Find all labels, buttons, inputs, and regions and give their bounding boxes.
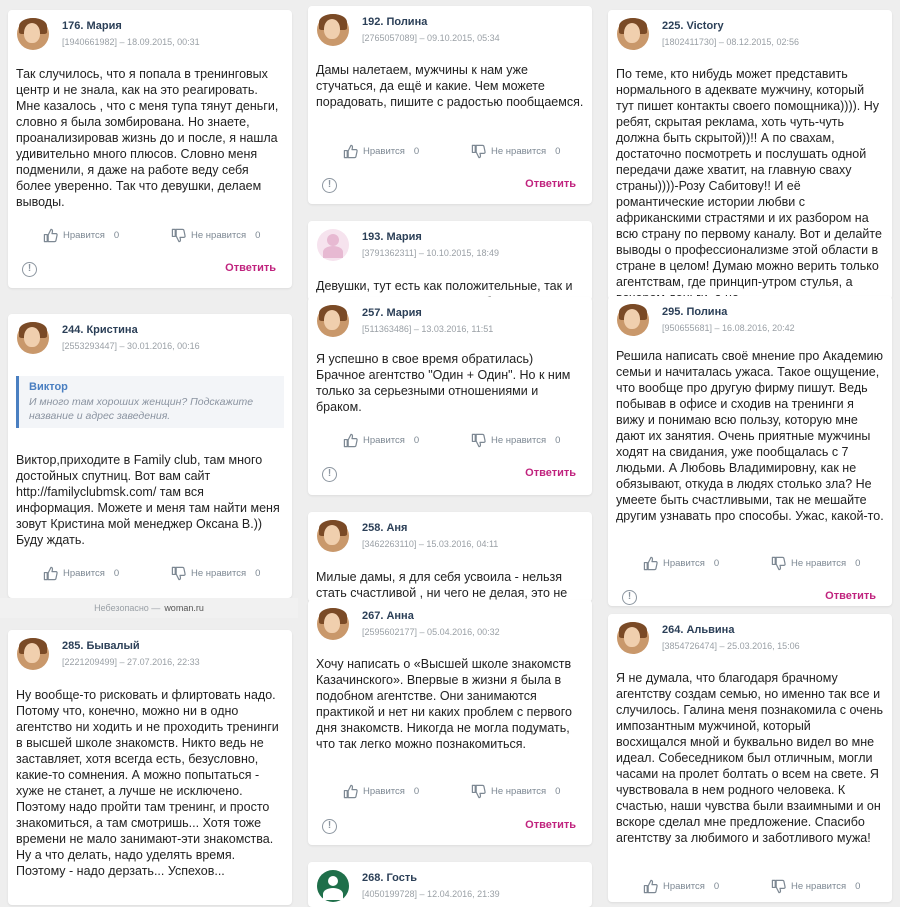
dislike-label: Не нравится <box>791 557 847 569</box>
comment-header <box>17 322 284 358</box>
comment-meta: [950655681] – 16.08.2016, 20:42 <box>662 323 795 333</box>
thumbs-down-icon <box>471 433 486 448</box>
avatar[interactable] <box>617 304 649 336</box>
comment-text: Решила написать своё мнение про Академию семьи и начиталась ужаса. Такое ощущение, что вообще про другую фирму пишут. Ведь побывав в офисе и сходив на тренинги я вижу и понимаю всю пользу, которую мне дают их занятия. Очень приятные мужчины ходят на свидания, уже пообщалась с 7 людьми. А Любовь Владимировну, как не обязывают, откуда в людях столько зла? Не умеете быть счастливыми, так не мешайте другим узнавать про способы. Ужас, какой-то. <box>616 349 884 523</box>
comment-meta: [3791362311] – 10.10.2015, 18:49 <box>362 248 499 258</box>
avatar[interactable] <box>317 870 349 902</box>
thumbs-up-icon <box>43 228 58 243</box>
like-button[interactable] <box>343 142 419 160</box>
dislike-count: 0 <box>255 567 261 579</box>
like-button[interactable] <box>343 431 419 449</box>
comment-card-193 <box>308 221 592 301</box>
comment-header <box>317 608 584 644</box>
comment-text: Виктор,приходите в Family club, там много достойных спутниц. Вот вам сайт http://familyclubmsk.com/ там вся информация. Можете и меня там найти меня зовут Кристина мой менеджер Оксана В.)) Буду ждать. <box>16 453 280 547</box>
browser-address-bar[interactable] <box>0 598 298 618</box>
like-button[interactable] <box>643 877 719 895</box>
like-button[interactable] <box>43 564 119 582</box>
comment-text: Дамы налетаем, мужчины к нам уже стучаться, да ещё и какие. Чем можете порадовать, пишите с радостью пообщаемся. <box>316 63 584 109</box>
comment-meta: [1802411730] – 08.12.2015, 02:56 <box>662 37 799 47</box>
thumbs-down-icon <box>171 228 186 243</box>
comment-footer <box>308 819 592 839</box>
author-name[interactable]: 295. Полина <box>662 306 728 318</box>
author-name[interactable]: 264. Альвина <box>662 624 735 636</box>
dislike-label: Не нравится <box>491 145 547 157</box>
comment-header <box>317 305 584 341</box>
comment-card-268 <box>308 862 592 907</box>
thumbs-up-icon <box>343 144 358 159</box>
dislike-count: 0 <box>555 785 561 797</box>
comment-meta: [2221209499] – 27.07.2016, 22:33 <box>62 657 200 667</box>
dislike-button[interactable] <box>771 877 860 895</box>
like-label: Нравится <box>663 557 705 569</box>
like-count: 0 <box>713 880 720 892</box>
dislike-label: Не нравится <box>191 229 247 241</box>
author-name[interactable]: 193. Мария <box>362 231 422 243</box>
avatar[interactable] <box>317 229 349 261</box>
dislike-button[interactable] <box>471 431 560 449</box>
dislike-count: 0 <box>255 229 261 241</box>
comment-card-264 <box>608 614 892 902</box>
report-icon[interactable]: ! <box>322 467 337 482</box>
quote-author[interactable]: Виктор <box>29 381 68 393</box>
comment-header <box>17 638 284 674</box>
comment-meta: [4050199728] – 12.04.2016, 21:39 <box>362 889 500 899</box>
author-name[interactable]: 192. Полина <box>362 16 428 28</box>
like-label: Нравится <box>363 785 405 797</box>
comment-card-258 <box>308 512 592 602</box>
comment-header <box>317 870 584 906</box>
reply-button[interactable]: Ответить <box>225 262 276 274</box>
comment-header <box>317 229 584 265</box>
insecure-label: Небезопасно — <box>94 603 161 613</box>
comment-card-192 <box>308 6 592 204</box>
dislike-button[interactable] <box>171 226 260 244</box>
comment-card-285 <box>8 630 292 905</box>
author-name[interactable]: 285. Бывалый <box>62 640 140 652</box>
like-count: 0 <box>113 567 120 579</box>
thumbs-down-icon <box>771 879 786 894</box>
comment-text: Так случилось, что я попала в тренинговых центр и не знала, как на это реагировать. Мне казалось , что с меня тупа тянут деньги, словно я была зомбирована. Но знаете, проанализировав жизнь до и после, я нашла удивительно много плюсов. Словно меня подменили, я даже на работе веду себя более уверенно. Так что девушки, делаем выводы. <box>16 67 279 209</box>
site-domain: woman.ru <box>164 603 204 613</box>
thumbs-up-icon <box>343 433 358 448</box>
like-label: Нравится <box>63 567 105 579</box>
dislike-count: 0 <box>555 145 561 157</box>
report-icon[interactable]: ! <box>322 178 337 193</box>
author-name[interactable]: 225. Victory <box>662 20 724 32</box>
comment-text: Милые дамы, я для себя усвоила - нельзя стать счастливой , ни чего не делая, это не <box>316 570 568 600</box>
comment-header <box>17 18 284 54</box>
reaction-bar <box>308 431 592 451</box>
avatar[interactable] <box>317 520 349 552</box>
like-count: 0 <box>413 145 420 157</box>
dislike-label: Не нравится <box>191 567 247 579</box>
reply-button[interactable]: Ответить <box>525 178 576 190</box>
reaction-bar <box>8 226 292 246</box>
comment-meta: [2595602177] – 05.04.2016, 00:32 <box>362 627 500 637</box>
comment-footer <box>608 590 892 610</box>
comment-footer <box>308 178 592 198</box>
comment-card-267 <box>308 600 592 845</box>
report-icon[interactable]: ! <box>22 262 37 277</box>
comment-header <box>317 14 584 50</box>
dislike-count: 0 <box>555 434 561 446</box>
thumbs-up-icon <box>343 784 358 799</box>
like-count: 0 <box>413 785 420 797</box>
like-button[interactable] <box>643 554 719 572</box>
thumbs-up-icon <box>643 879 658 894</box>
reaction-bar <box>308 142 592 162</box>
author-name[interactable]: 176. Мария <box>62 20 122 32</box>
comment-meta: [511363486] – 13.03.2016, 11:51 <box>362 324 494 334</box>
reaction-bar <box>608 554 892 574</box>
dislike-label: Не нравится <box>491 785 547 797</box>
like-count: 0 <box>413 434 420 446</box>
avatar[interactable] <box>17 18 49 50</box>
comment-header <box>617 622 884 658</box>
dislike-label: Не нравится <box>491 434 547 446</box>
comment-card-225 <box>608 10 892 300</box>
comment-footer <box>8 262 292 282</box>
comment-meta: [1940661982] – 18.09.2015, 00:31 <box>62 37 200 47</box>
dislike-count: 0 <box>855 557 861 569</box>
like-button[interactable] <box>43 226 119 244</box>
reply-button[interactable]: Ответить <box>525 467 576 479</box>
reaction-bar <box>8 564 292 584</box>
dislike-button[interactable] <box>471 142 560 160</box>
comment-header <box>317 520 584 556</box>
avatar[interactable] <box>317 14 349 46</box>
like-label: Нравится <box>363 434 405 446</box>
like-label: Нравится <box>363 145 405 157</box>
quote-text: И много там хороших женщин? Подскажите название и адрес заведения. <box>29 396 254 422</box>
avatar[interactable] <box>317 305 349 337</box>
comment-text: Девушки, тут есть как положительные, так и <box>316 279 573 293</box>
reaction-bar <box>308 782 592 802</box>
comment-header <box>617 304 884 340</box>
comment-text: Я не думала, что благодаря брачному агентству создам семью, но именно так все и случилось. Галина меня познакомила с очень импозантным мужчиной, который восхищался мной и буквально видел во мне идеал. Собеседником был отличным, могли часами на пролет болтать о всем на свете. Я чувствовала в нем родного человека. К счастью, наши чувства были взаимными и он вскоре сделал мне предложение. Спасибо агентству за любимого и заботливого мужа! <box>616 671 883 845</box>
like-count: 0 <box>713 557 720 569</box>
comment-footer <box>308 467 592 487</box>
report-icon[interactable]: ! <box>322 819 337 834</box>
author-name[interactable]: 258. Аня <box>362 522 408 534</box>
avatar[interactable] <box>17 322 49 354</box>
avatar[interactable] <box>617 622 649 654</box>
avatar[interactable] <box>317 608 349 640</box>
comment-meta: [2553293447] – 30.01.2016, 00:16 <box>62 341 200 351</box>
reply-button[interactable]: Ответить <box>825 590 876 602</box>
thumbs-down-icon <box>171 566 186 581</box>
comment-text: Ну вообще-то рисковать и флиртовать надо. Потому что, конечно, можно ни в одно агентство ни ходить и не проходить тренинги в высшей школе знакомств. Никто ведь не заставляет, хотя всегда есть, безусловно, какие-то сомнения. А можно попытаться - хуже не станет, а лучше не исключено. Поэтому надо пройти там тренинг, и просто знакомиться, а там смотришь... Хотя тоже времени не мало занимают-эти знакомства. Ну а что делать, надо уделять время. Поэтому - надо дерзать... Успехов... <box>16 688 279 878</box>
comment-card-295 <box>608 296 892 606</box>
dislike-button[interactable] <box>171 564 260 582</box>
report-icon[interactable]: ! <box>622 590 637 605</box>
thumbs-up-icon <box>43 566 58 581</box>
avatar[interactable] <box>17 638 49 670</box>
avatar[interactable] <box>617 18 649 50</box>
comment-card-176 <box>8 10 292 288</box>
quoted-reply <box>16 376 284 428</box>
dislike-button[interactable] <box>471 782 560 800</box>
comment-card-257 <box>308 297 592 495</box>
like-label: Нравится <box>663 880 705 892</box>
like-count: 0 <box>113 229 120 241</box>
comment-text: Хочу написать о «Высшей школе знакомств Казачинского». Впервые в жизни я была в подобном агентстве. Они занимаются практикой и нет ни каких проблем с первого дня знакомств. Никогда не могла подумать, что так легко можно познакомиться. <box>316 657 572 751</box>
author-name[interactable]: 257. Мария <box>362 307 422 319</box>
author-name[interactable]: 268. Гость <box>362 872 417 884</box>
comment-meta: [3854726474] – 25.03.2016, 15:06 <box>662 641 800 651</box>
thumbs-down-icon <box>471 144 486 159</box>
comment-meta: [3462263110] – 15.03.2016, 04:11 <box>362 539 499 549</box>
thumbs-down-icon <box>471 784 486 799</box>
thumbs-down-icon <box>771 556 786 571</box>
comment-text: Я успешно в свое время обратилась) Брачное агентство "Один + Один". Но к ним только за серьезными отношениями и браком. <box>316 352 571 414</box>
author-name[interactable]: 267. Анна <box>362 610 414 622</box>
like-label: Нравится <box>63 229 105 241</box>
dislike-count: 0 <box>855 880 861 892</box>
comment-meta: [2765057089] – 09.10.2015, 05:34 <box>362 33 500 43</box>
thumbs-up-icon <box>643 556 658 571</box>
author-name[interactable]: 244. Кристина <box>62 324 138 336</box>
reaction-bar <box>608 877 892 897</box>
reply-button[interactable]: Ответить <box>525 819 576 831</box>
like-button[interactable] <box>343 782 419 800</box>
dislike-label: Не нравится <box>791 880 847 892</box>
comment-header <box>617 18 884 54</box>
dislike-button[interactable] <box>771 554 860 572</box>
comment-card-244 <box>8 314 292 598</box>
comment-text: По теме, кто нибудь может представить нормального в адеквате мужчину, который тут пишет контакты своего помощника)))). Ну ребят, скрытая реклама, хоть чуть-чуть должна быть скрытой))!! А по свахам, достаточно посмотреть и послушать одной передачи даже хватит, на главную сваху страны))))-Розу Сабитову!! И её романтические истории любви с африканскими страстями и их разбором на всю страну по первому каналу. Вот и делайте выводы о профессионализме этой области в стране в целом! Думаю можно верить только агентствам, где принцип-утром стулья, а <box>616 67 882 289</box>
